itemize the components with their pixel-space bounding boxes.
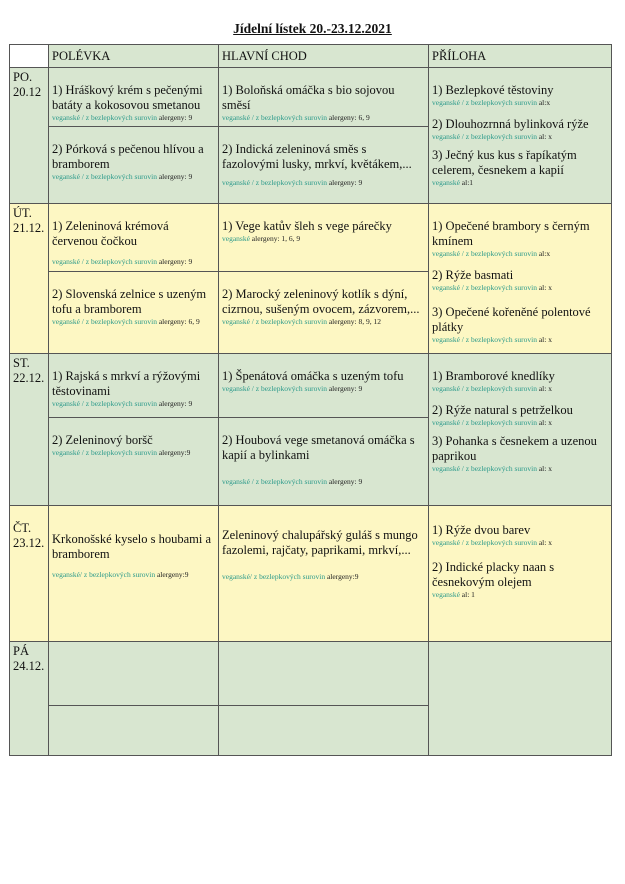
dish-tags: veganské/ z bezlepkových surovin alergeny:9 bbox=[222, 572, 359, 581]
thu-soup bbox=[49, 506, 219, 642]
side-tags: veganské / z bezlepkových surovin al: x bbox=[432, 418, 552, 427]
side-text: 2) Rýže natural s petrželkou bbox=[432, 403, 573, 417]
side-tags: veganské / z bezlepkových surovin al: x bbox=[432, 384, 552, 393]
header-blank bbox=[10, 45, 49, 68]
side-text: 2) Indické placky naan s česnekovým olejem bbox=[432, 560, 555, 589]
dish-tags: veganské / z bezlepkových surovin alergeny: 6, 9 bbox=[52, 317, 200, 326]
wed-sides bbox=[429, 354, 612, 506]
mon-soup-1 bbox=[49, 68, 219, 127]
dish-text: 1) Špenátová omáčka s uzeným tofu bbox=[222, 369, 404, 383]
side-tags: veganské / z bezlepkových surovin al: x bbox=[432, 132, 552, 141]
thu-main bbox=[219, 506, 429, 642]
mon-sides bbox=[429, 68, 612, 204]
dish-tags: veganské / z bezlepkových surovin alergeny: 8, 9, 12 bbox=[222, 317, 381, 326]
dish-text: 2) Pórková s pečenou hlívou a bramborem bbox=[52, 142, 204, 171]
side-text: 3) Opečené kořeněné polentové plátky bbox=[432, 305, 591, 334]
dish-text: 2) Slovenská zelnice s uzeným tofu a bramborem bbox=[52, 287, 207, 316]
side-text: 2) Dlouhozrnná bylinková rýže bbox=[432, 117, 589, 131]
dish-text: Zeleninový chalupářský guláš s mungo fazolemi, rajčaty, paprikami, mrkví,... bbox=[222, 528, 418, 557]
dish-tags: veganské / z bezlepkových surovin alergeny: 9 bbox=[222, 384, 363, 393]
tue-main-2 bbox=[219, 272, 429, 354]
side-text: 3) Pohanka s česnekem a uzenou paprikou bbox=[432, 434, 597, 463]
dish-tags: veganské / z bezlepkových surovin alergeny: 9 bbox=[52, 399, 193, 408]
header-soup: POLÉVKA bbox=[49, 45, 219, 68]
dish-text: 1) Boloňská omáčka s bio sojovou směsí bbox=[222, 83, 395, 112]
dish-tags: veganské / z bezlepkových surovin alergeny: 9 bbox=[222, 477, 363, 486]
dish-tags: veganské / z bezlepkových surovin alergeny: 9 bbox=[52, 113, 193, 122]
dish-text: 1) Rajská s mrkví a rýžovými těstovinami bbox=[52, 369, 201, 398]
fri-sides bbox=[429, 642, 612, 756]
dish-text: 1) Vege katův šleh s vege párečky bbox=[222, 219, 392, 233]
day-label-thu: ČT. 23.12. bbox=[10, 506, 49, 642]
day-label-fri: PÁ 24.12. bbox=[10, 642, 49, 756]
dish-text: 2) Indická zeleninová směs s fazolovými lusky, mrkví, květákem,... bbox=[222, 142, 412, 171]
dish-text: 1) Hráškový krém s pečenými batáty a kokosovou smetanou bbox=[52, 83, 203, 112]
dish-tags: veganské / z bezlepkových surovin alergeny: 9 bbox=[52, 172, 193, 181]
side-text: 1) Bezlepkové těstoviny bbox=[432, 83, 554, 97]
tue-row-1 bbox=[10, 204, 612, 272]
side-tags: veganské / z bezlepkových surovin al: x bbox=[432, 538, 552, 547]
dish-tags: veganské / z bezlepkových surovin alergeny: 9 bbox=[222, 178, 363, 187]
side-text: 1) Bramborové knedlíky bbox=[432, 369, 555, 383]
tue-main-1 bbox=[219, 204, 429, 272]
fri-soup-2 bbox=[49, 706, 219, 756]
fri-row-1 bbox=[10, 642, 612, 706]
header-main: HLAVNÍ CHOD bbox=[219, 45, 429, 68]
page-title: Jídelní lístek 20.-23.12.2021 bbox=[233, 21, 392, 36]
mon-row-1 bbox=[10, 68, 612, 127]
side-text: 3) Ječný kus kus s řapíkatým celerem, česnekem a kapií bbox=[432, 148, 577, 177]
side-text: 1) Rýže dvou barev bbox=[432, 523, 531, 537]
menu-table bbox=[9, 44, 612, 756]
thu-sides bbox=[429, 506, 612, 642]
wed-soup-1 bbox=[49, 354, 219, 418]
side-tags: veganské / z bezlepkových surovin al:x bbox=[432, 98, 551, 107]
day-label-mon: PO. 20.12 bbox=[10, 68, 49, 204]
side-text: 2) Rýže basmati bbox=[432, 268, 514, 282]
side-tags: veganské al: 1 bbox=[432, 590, 475, 599]
mon-main-1 bbox=[219, 68, 429, 127]
dish-tags: veganské/ z bezlepkových surovin alergeny:9 bbox=[52, 570, 189, 579]
side-text: 1) Opečené brambory s černým kmínem bbox=[432, 219, 590, 248]
fri-main-1 bbox=[219, 642, 429, 706]
tue-sides bbox=[429, 204, 612, 354]
mon-main-2 bbox=[219, 127, 429, 204]
wed-main-1 bbox=[219, 354, 429, 418]
dish-tags: veganské alergeny: 1, 6, 9 bbox=[222, 234, 301, 243]
side-tags: veganské / z bezlepkových surovin al: x bbox=[432, 464, 552, 473]
dish-text: 2) Marocký zeleninový kotlík s dýní, cizrnou, sušeným ovocem, zázvorem,... bbox=[222, 287, 420, 316]
mon-soup-2 bbox=[49, 127, 219, 204]
side-tags: veganské al:1 bbox=[432, 178, 474, 187]
dish-text: Krkonošské kyselo s houbami a bramborem bbox=[52, 532, 212, 561]
wed-main-2 bbox=[219, 418, 429, 506]
tue-soup-1 bbox=[49, 204, 219, 272]
side-tags: veganské / z bezlepkových surovin al:x bbox=[432, 249, 551, 258]
day-label-wed: ST. 22.12. bbox=[10, 354, 49, 506]
dish-text: 2) Zeleninový boršč bbox=[52, 433, 153, 447]
dish-text: 1) Zeleninová krémová červenou čočkou bbox=[52, 219, 169, 248]
wed-row-1 bbox=[10, 354, 612, 418]
thu-row bbox=[10, 506, 612, 642]
header-row bbox=[10, 45, 612, 68]
dish-tags: veganské / z bezlepkových surovin alergeny: 6, 9 bbox=[222, 113, 370, 122]
header-side: PŘÍLOHA bbox=[429, 45, 612, 68]
wed-soup-2 bbox=[49, 418, 219, 506]
side-tags: veganské / z bezlepkových surovin al: x bbox=[432, 335, 552, 344]
fri-main-2 bbox=[219, 706, 429, 756]
dish-text: 2) Houbová vege smetanová omáčka s kapií a bylinkami bbox=[222, 433, 415, 462]
dish-tags: veganské / z bezlepkových surovin alergeny: 9 bbox=[52, 257, 193, 266]
side-tags: veganské / z bezlepkových surovin al: x bbox=[432, 283, 552, 292]
fri-soup-1 bbox=[49, 642, 219, 706]
tue-soup-2 bbox=[49, 272, 219, 354]
dish-tags: veganské / z bezlepkových surovin alergeny:9 bbox=[52, 448, 191, 457]
day-label-tue: ÚT. 21.12. bbox=[10, 204, 49, 354]
